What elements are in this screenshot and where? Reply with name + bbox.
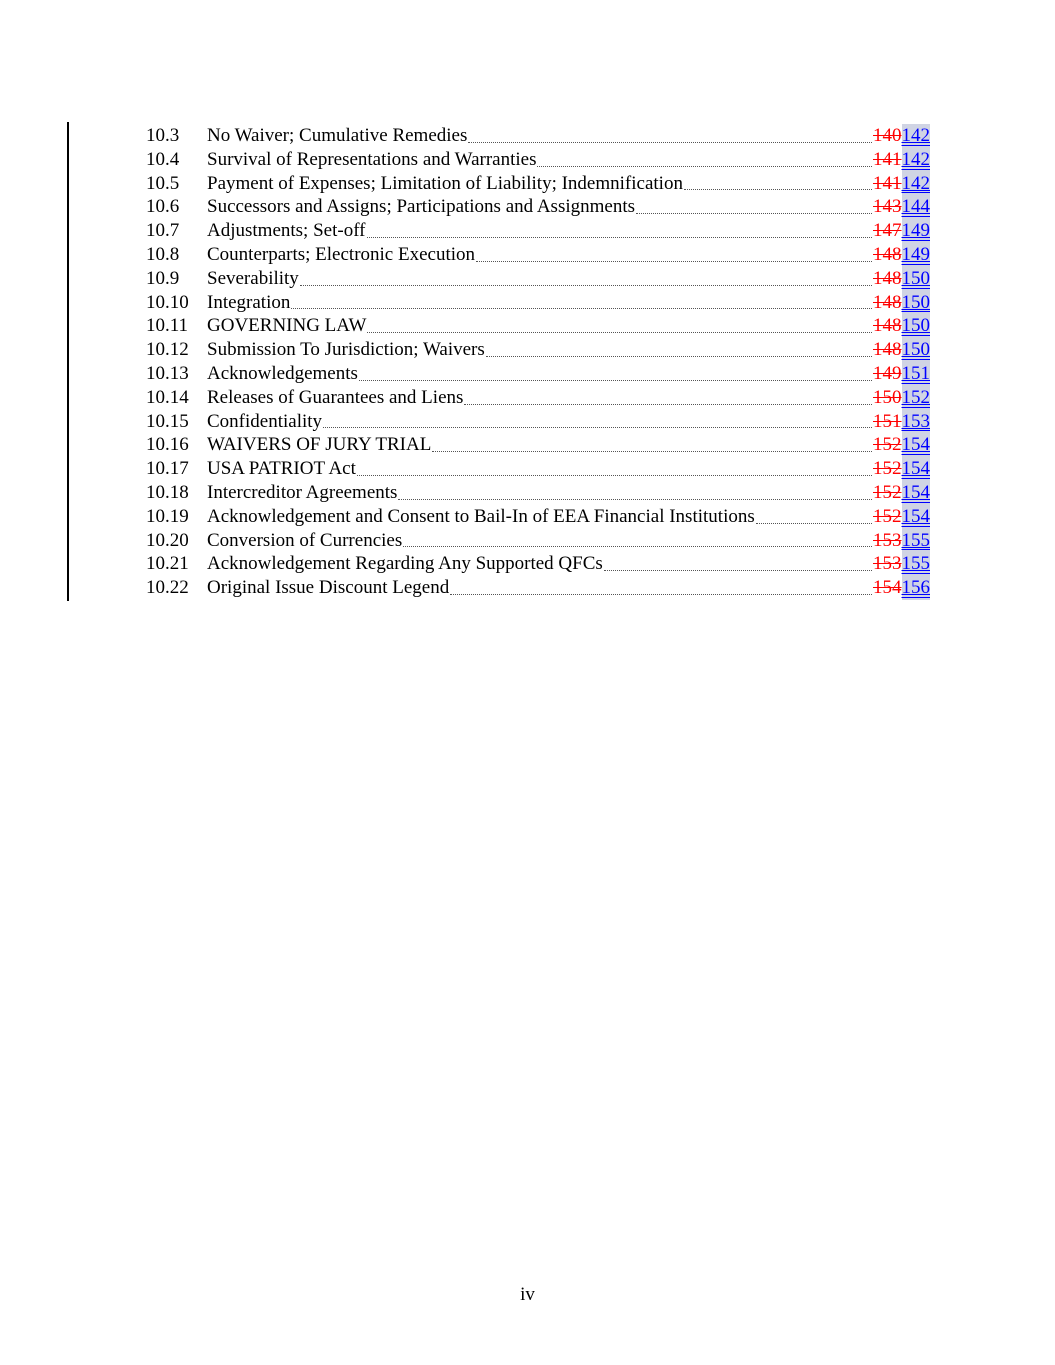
deleted-page-number: 150: [873, 386, 902, 408]
inserted-page-number-link[interactable]: 150: [901, 291, 930, 313]
toc-section-title[interactable]: Acknowledgement Regarding Any Supported QFCs: [207, 553, 603, 575]
inserted-page-number-link[interactable]: 142: [901, 172, 930, 194]
deleted-page-number: 152: [873, 434, 902, 456]
toc-section-title[interactable]: No Waiver; Cumulative Remedies: [207, 125, 468, 146]
inserted-page-number-link[interactable]: 142: [901, 148, 930, 170]
dot-leader: [450, 594, 872, 595]
toc-section-number: 10.12: [146, 339, 189, 361]
dot-leader: [684, 189, 872, 190]
deleted-page-number: 153: [873, 553, 902, 575]
toc-section-number: 10.13: [146, 362, 189, 384]
deleted-page-number: 140: [873, 125, 902, 146]
toc-section-title[interactable]: Submission To Jurisdiction; Waivers: [207, 339, 485, 361]
toc-section-number: 10.7: [146, 220, 180, 242]
toc-entry[interactable]: [146, 481, 930, 505]
dot-leader: [486, 356, 872, 357]
toc-entry[interactable]: [146, 362, 930, 386]
deleted-page-number: 152: [873, 481, 902, 503]
toc-section-title[interactable]: Acknowledgement and Consent to Bail-In of EEA Financial Institutions: [207, 505, 755, 527]
deleted-page-number: 153: [873, 529, 902, 551]
deleted-page-number: 149: [873, 362, 902, 384]
toc-section-number: 10.19: [146, 505, 189, 527]
toc-section-title[interactable]: Confidentiality: [207, 410, 323, 432]
dot-leader: [476, 261, 872, 262]
toc-section-title[interactable]: Payment of Expenses; Limitation of Liability; Indemnification: [207, 172, 683, 194]
deleted-page-number: 147: [873, 220, 902, 242]
dot-leader: [636, 213, 872, 214]
dot-leader: [300, 285, 872, 286]
toc-entry[interactable]: [146, 386, 930, 410]
toc-section-number: 10.10: [146, 291, 189, 313]
toc-entry[interactable]: [146, 243, 930, 267]
toc-section-number: 10.6: [146, 196, 180, 218]
toc-section-number: 10.4: [146, 148, 180, 170]
inserted-page-number-link[interactable]: 150: [901, 315, 930, 337]
dot-leader: [464, 404, 872, 405]
revision-change-bar: [67, 122, 69, 601]
toc-section-title[interactable]: Severability: [207, 267, 299, 289]
toc-section-number: 10.8: [146, 243, 180, 265]
toc-section-number: 10.21: [146, 553, 189, 575]
inserted-page-number-link[interactable]: 149: [901, 243, 930, 265]
toc-section-title[interactable]: Survival of Representations and Warranties: [207, 148, 537, 170]
dot-leader: [367, 237, 872, 238]
dot-leader: [291, 308, 872, 309]
toc-section-title[interactable]: Successors and Assigns; Participations and Assignments: [207, 196, 636, 218]
inserted-page-number-link[interactable]: 153: [901, 410, 930, 432]
inserted-page-number-link[interactable]: 154: [901, 458, 930, 480]
deleted-page-number: 148: [873, 267, 902, 289]
inserted-page-number-link[interactable]: 150: [901, 339, 930, 361]
inserted-page-number-link[interactable]: 151: [901, 362, 930, 384]
dot-leader: [367, 332, 872, 333]
toc-entry[interactable]: [146, 505, 930, 529]
toc-entry[interactable]: [146, 267, 930, 291]
dot-leader: [537, 166, 872, 167]
toc-section-title[interactable]: Conversion of Currencies: [207, 529, 403, 551]
toc-entry[interactable]: [146, 529, 930, 553]
inserted-page-number-link[interactable]: 154: [901, 481, 930, 503]
inserted-page-number-link[interactable]: 149: [901, 220, 930, 242]
toc-entry[interactable]: [146, 576, 930, 600]
dot-leader: [756, 523, 872, 524]
toc-entry[interactable]: [146, 195, 930, 219]
toc-section-title[interactable]: Original Issue Discount Legend: [207, 577, 450, 599]
toc-section-number: 10.5: [146, 172, 180, 194]
page-number: iv: [520, 1284, 535, 1305]
toc-entry[interactable]: [146, 314, 930, 338]
toc-section-number: 10.20: [146, 529, 189, 551]
toc-entry[interactable]: [146, 338, 930, 362]
toc-section-number: 10.17: [146, 458, 189, 480]
inserted-page-number-link[interactable]: 154: [901, 505, 930, 527]
toc-section-title[interactable]: Releases of Guarantees and Liens: [207, 386, 464, 408]
dot-leader: [359, 380, 872, 381]
inserted-page-number-link[interactable]: 150: [901, 267, 930, 289]
deleted-page-number: 154: [873, 577, 902, 599]
deleted-page-number: 148: [873, 291, 902, 313]
dot-leader: [432, 451, 872, 452]
dot-leader: [604, 570, 872, 571]
deleted-page-number: 141: [873, 172, 902, 194]
toc-section-title[interactable]: GOVERNING LAW: [207, 315, 367, 337]
table-of-contents: [146, 124, 930, 600]
deleted-page-number: 152: [873, 458, 902, 480]
deleted-page-number: 151: [873, 410, 902, 432]
toc-section-title[interactable]: USA PATRIOT Act: [207, 458, 356, 480]
inserted-page-number-link[interactable]: 152: [901, 386, 930, 408]
toc-entry[interactable]: [146, 219, 930, 243]
toc-section-number: 10.11: [146, 315, 189, 337]
toc-entry[interactable]: [146, 457, 930, 481]
inserted-page-number-link[interactable]: 142: [901, 125, 930, 146]
toc-section-title[interactable]: Integration: [207, 291, 291, 313]
dot-leader: [398, 499, 872, 500]
toc-section-number: 10.14: [146, 386, 189, 408]
toc-entry[interactable]: [146, 148, 930, 172]
deleted-page-number: 148: [873, 315, 902, 337]
deleted-page-number: 148: [873, 243, 902, 265]
deleted-page-number: 148: [873, 339, 902, 361]
toc-section-title[interactable]: Adjustments; Set-off: [207, 220, 366, 242]
toc-section-number: 10.22: [146, 577, 189, 599]
toc-section-number: 10.18: [146, 481, 189, 503]
deleted-page-number: 143: [873, 196, 902, 218]
inserted-page-number-link[interactable]: 155: [901, 553, 930, 575]
inserted-page-number-link[interactable]: 156: [901, 577, 930, 599]
toc-section-number: 10.9: [146, 267, 180, 289]
toc-section-title[interactable]: Counterparts; Electronic Execution: [207, 243, 476, 265]
toc-section-title[interactable]: WAIVERS OF JURY TRIAL: [207, 434, 432, 456]
inserted-page-number-link[interactable]: 144: [901, 196, 930, 218]
toc-entry[interactable]: [146, 552, 930, 576]
deleted-page-number: 141: [873, 148, 902, 170]
dot-leader: [403, 546, 872, 547]
inserted-page-number-link[interactable]: 154: [901, 434, 930, 456]
dot-leader: [323, 427, 872, 428]
dot-leader: [468, 142, 872, 143]
toc-section-title[interactable]: Intercreditor Agreements: [207, 481, 398, 503]
toc-entry[interactable]: [146, 410, 930, 434]
toc-entry[interactable]: [146, 433, 930, 457]
deleted-page-number: 152: [873, 505, 902, 527]
toc-section-number: 10.3: [146, 125, 180, 146]
toc-section-number: 10.16: [146, 434, 189, 456]
toc-entry[interactable]: [146, 124, 930, 148]
dot-leader: [357, 475, 872, 476]
toc-entry[interactable]: [146, 172, 930, 196]
inserted-page-number-link[interactable]: 155: [901, 529, 930, 551]
toc-section-number: 10.15: [146, 410, 189, 432]
toc-section-title[interactable]: Acknowledgements: [207, 362, 358, 384]
toc-entry[interactable]: [146, 291, 930, 315]
